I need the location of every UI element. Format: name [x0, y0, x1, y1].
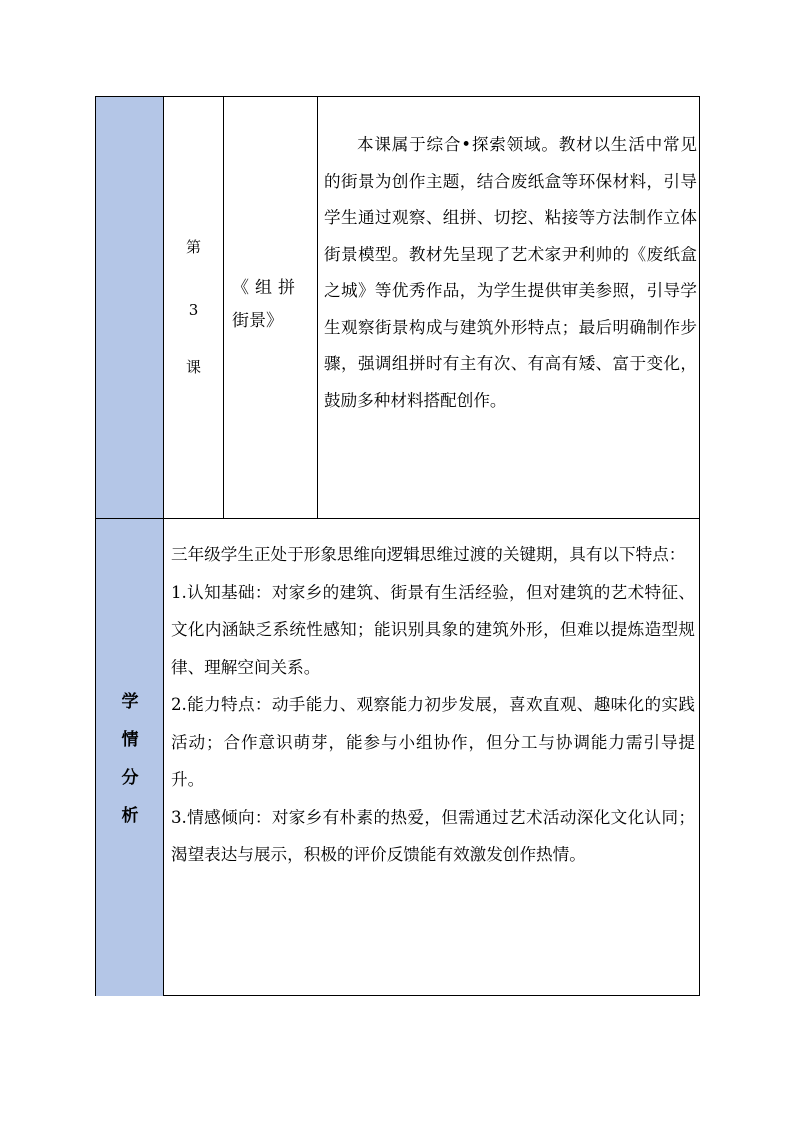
- analysis-intro: 三年级学生正处于形象思维向逻辑思维过渡的关键期，具有以下特点：: [171, 545, 686, 564]
- lesson-title-line: 《组拼: [232, 278, 301, 298]
- lesson-introduction: 本课属于综合•探索领域。教材以生活中常见的街景为创作主题，结合废纸盒等环保材料，引导学生通过观察、组拼、切挖、粘接等方法制作立体街景模型。教材先呈现了艺术家尹利帅的《废纸盒之城》等优秀作品，为学生提供审美参照，引导学生观察街景构成与建筑外形特点；最后明确制作步骤，强调组拼时有主有次、有高有矮、富于变化，鼓励多种材料搭配创作。: [324, 135, 697, 410]
- lesson-title-line: 街景》: [232, 311, 283, 331]
- analysis-point: 1.认知基础：对家乡的建筑、街景有生活经验，但对建筑的艺术特征、文化内涵缺乏系统性感知；能识别具象的建筑外形，但难以提炼造型规律、理解空间关系。: [171, 582, 695, 677]
- lesson-title: [232, 272, 312, 338]
- analysis-label-char: 情: [121, 730, 139, 750]
- column-divider: [223, 97, 224, 518]
- lesson-number-char: 第: [185, 238, 201, 256]
- lesson-number-char: 3: [188, 301, 199, 319]
- analysis-label-char: 析: [121, 806, 139, 826]
- lesson-number-cell: [164, 97, 223, 518]
- side-header-cell-analysis: [96, 518, 164, 996]
- analysis-label-char: 学: [121, 692, 139, 712]
- lesson-plan-table: [95, 96, 700, 996]
- row-divider: [96, 518, 699, 519]
- side-header-cell: [96, 97, 164, 518]
- analysis-point: 2.能力特点：动手能力、观察能力初步发展，喜欢直观、趣味化的实践活动；合作意识萌芽，能参与小组协作，但分工与协调能力需引导提升。: [171, 695, 695, 789]
- lesson-number-char: 课: [185, 358, 201, 376]
- student-analysis-content: [171, 536, 695, 874]
- analysis-point: 3.情感倾向：对家乡有朴素的热爱，但需通过艺术活动深化文化认同；渴望表达与展示，积极的评价反馈能有效激发创作热情。: [171, 807, 695, 864]
- analysis-label-char: 分: [121, 768, 139, 788]
- column-divider: [317, 97, 318, 518]
